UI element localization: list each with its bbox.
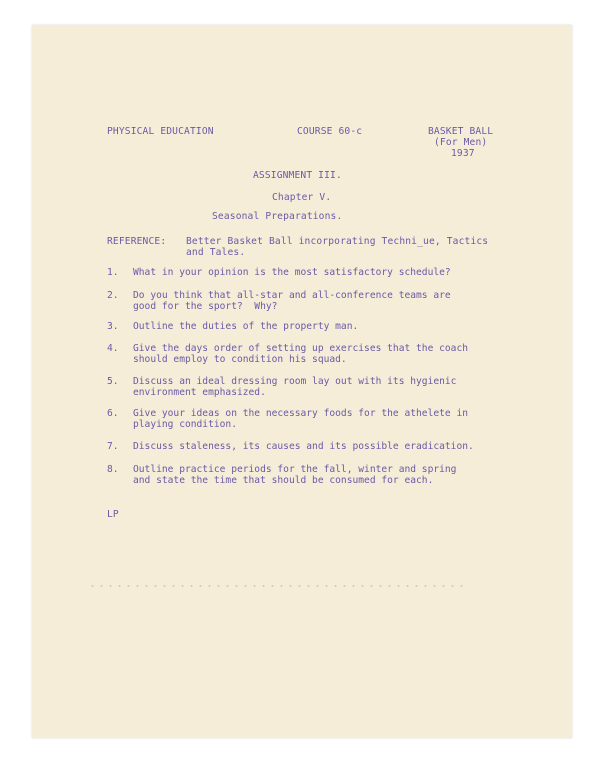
header-sport: BASKET BALL <box>428 126 494 137</box>
question-number: 4. <box>107 343 119 354</box>
question-text: Discuss an ideal dressing room lay out with its hygienic <box>133 376 457 387</box>
section-subtitle: Seasonal Preparations. <box>212 211 343 222</box>
question-text: What in your opinion is the most satisfactory schedule? <box>133 267 451 278</box>
question-text: Do you think that all-star and all-conference teams are <box>133 290 451 301</box>
question-text-cont: good for the sport? Why? <box>133 301 278 312</box>
question-text-cont: and state the time that should be consumed for each. <box>133 475 434 486</box>
question-number: 2. <box>107 290 119 301</box>
ink-specks <box>88 583 468 589</box>
question-number: 1. <box>107 267 119 278</box>
question-text: Give your ideas on the necessary foods for the athelete in <box>133 408 469 419</box>
question-number: 3. <box>107 321 119 332</box>
assignment-title: ASSIGNMENT III. <box>253 170 342 181</box>
header-audience: (For Men) <box>434 137 488 148</box>
question-text: Outline the duties of the property man. <box>133 321 359 332</box>
typist-initials: LP <box>107 509 119 520</box>
question-text-cont: environment emphasized. <box>133 387 266 398</box>
question-number: 5. <box>107 376 119 387</box>
chapter-title: Chapter V. <box>272 192 332 203</box>
question-text-cont: should employ to condition his squad. <box>133 354 347 365</box>
question-text: Outline practice periods for the fall, winter and spring <box>133 464 457 475</box>
reference-line-1: Better Basket Ball incorporating Techni_ue, Tactics <box>186 236 489 247</box>
reference-line-2: and Tales. <box>186 247 246 258</box>
header-course: COURSE 60-c <box>297 126 363 137</box>
header-department: PHYSICAL EDUCATION <box>107 126 214 137</box>
question-text: Discuss staleness, its causes and its possible eradication. <box>133 441 474 452</box>
question-text-cont: playing condition. <box>133 419 237 430</box>
question-number: 8. <box>107 464 119 475</box>
reference-label: REFERENCE: <box>107 236 167 247</box>
question-number: 6. <box>107 408 119 419</box>
question-number: 7. <box>107 441 119 452</box>
header-year: 1937 <box>451 148 475 159</box>
question-text: Give the days order of setting up exercises that the coach <box>133 343 469 354</box>
